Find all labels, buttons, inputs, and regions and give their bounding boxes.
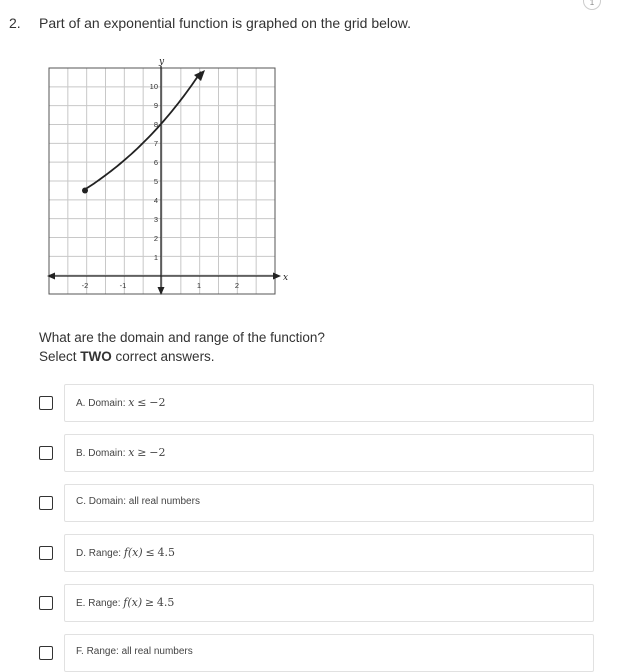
choice-f-box[interactable]: F. Range: all real numbers — [64, 634, 594, 672]
choice-e[interactable] — [0, 584, 640, 622]
prompt — [39, 328, 325, 366]
prompt-line-2: Select TWO correct answers. — [39, 349, 215, 364]
x-axis-arrow-right — [273, 273, 281, 280]
choice-e-box[interactable]: E. Range: f(x) ≥ 4.5 — [64, 584, 594, 622]
question-number: 2. — [9, 15, 21, 31]
choice-e-checkbox[interactable] — [39, 596, 53, 610]
y-tick-label: 10 — [149, 82, 158, 91]
y-tick-label: 3 — [153, 215, 158, 224]
x-tick-label: -2 — [81, 281, 89, 290]
choice-c-box[interactable]: C. Domain: all real numbers — [64, 484, 594, 522]
choice-b[interactable] — [0, 434, 640, 472]
choice-c-checkbox[interactable] — [39, 496, 53, 510]
choice-a-checkbox[interactable] — [39, 396, 53, 410]
y-tick-label: 9 — [153, 101, 158, 110]
y-tick-label: 6 — [153, 158, 158, 167]
choice-c[interactable] — [0, 484, 640, 522]
x-tick-label: 2 — [234, 281, 240, 290]
choice-b-checkbox[interactable] — [39, 446, 53, 460]
x-axis-label: x — [283, 273, 289, 283]
choice-a-box[interactable]: A. Domain: x ≤ −2 — [64, 384, 594, 422]
x-axis-arrow-left — [47, 273, 55, 280]
y-tick-label: 4 — [153, 196, 158, 205]
start-point — [82, 188, 88, 194]
choice-d[interactable] — [0, 534, 640, 572]
page-badge: 1 — [583, 0, 601, 10]
y-tick-label: 5 — [153, 177, 158, 186]
graph-grid — [49, 68, 275, 294]
choice-f-checkbox[interactable] — [39, 646, 53, 660]
prompt-line-1: What are the domain and range of the function? — [39, 330, 325, 345]
graph-tick-labels — [82, 57, 288, 290]
x-tick-label: 1 — [196, 281, 202, 290]
choice-d-checkbox[interactable] — [39, 546, 53, 560]
choice-a[interactable] — [0, 384, 640, 422]
y-tick-label: 2 — [153, 234, 158, 243]
choice-b-box[interactable]: B. Domain: x ≥ −2 — [64, 434, 594, 472]
y-tick-label: 7 — [153, 139, 158, 148]
question-text: Part of an exponential function is graphed on the grid below. — [39, 15, 412, 31]
choice-f[interactable] — [0, 634, 640, 672]
y-tick-label: 1 — [153, 253, 158, 262]
y-tick-label: 8 — [153, 120, 158, 129]
y-axis-label: y — [159, 57, 165, 67]
x-tick-label: -1 — [119, 281, 127, 290]
exponential-graph — [44, 56, 294, 301]
choice-d-box[interactable]: D. Range: f(x) ≤ 4.5 — [64, 534, 594, 572]
